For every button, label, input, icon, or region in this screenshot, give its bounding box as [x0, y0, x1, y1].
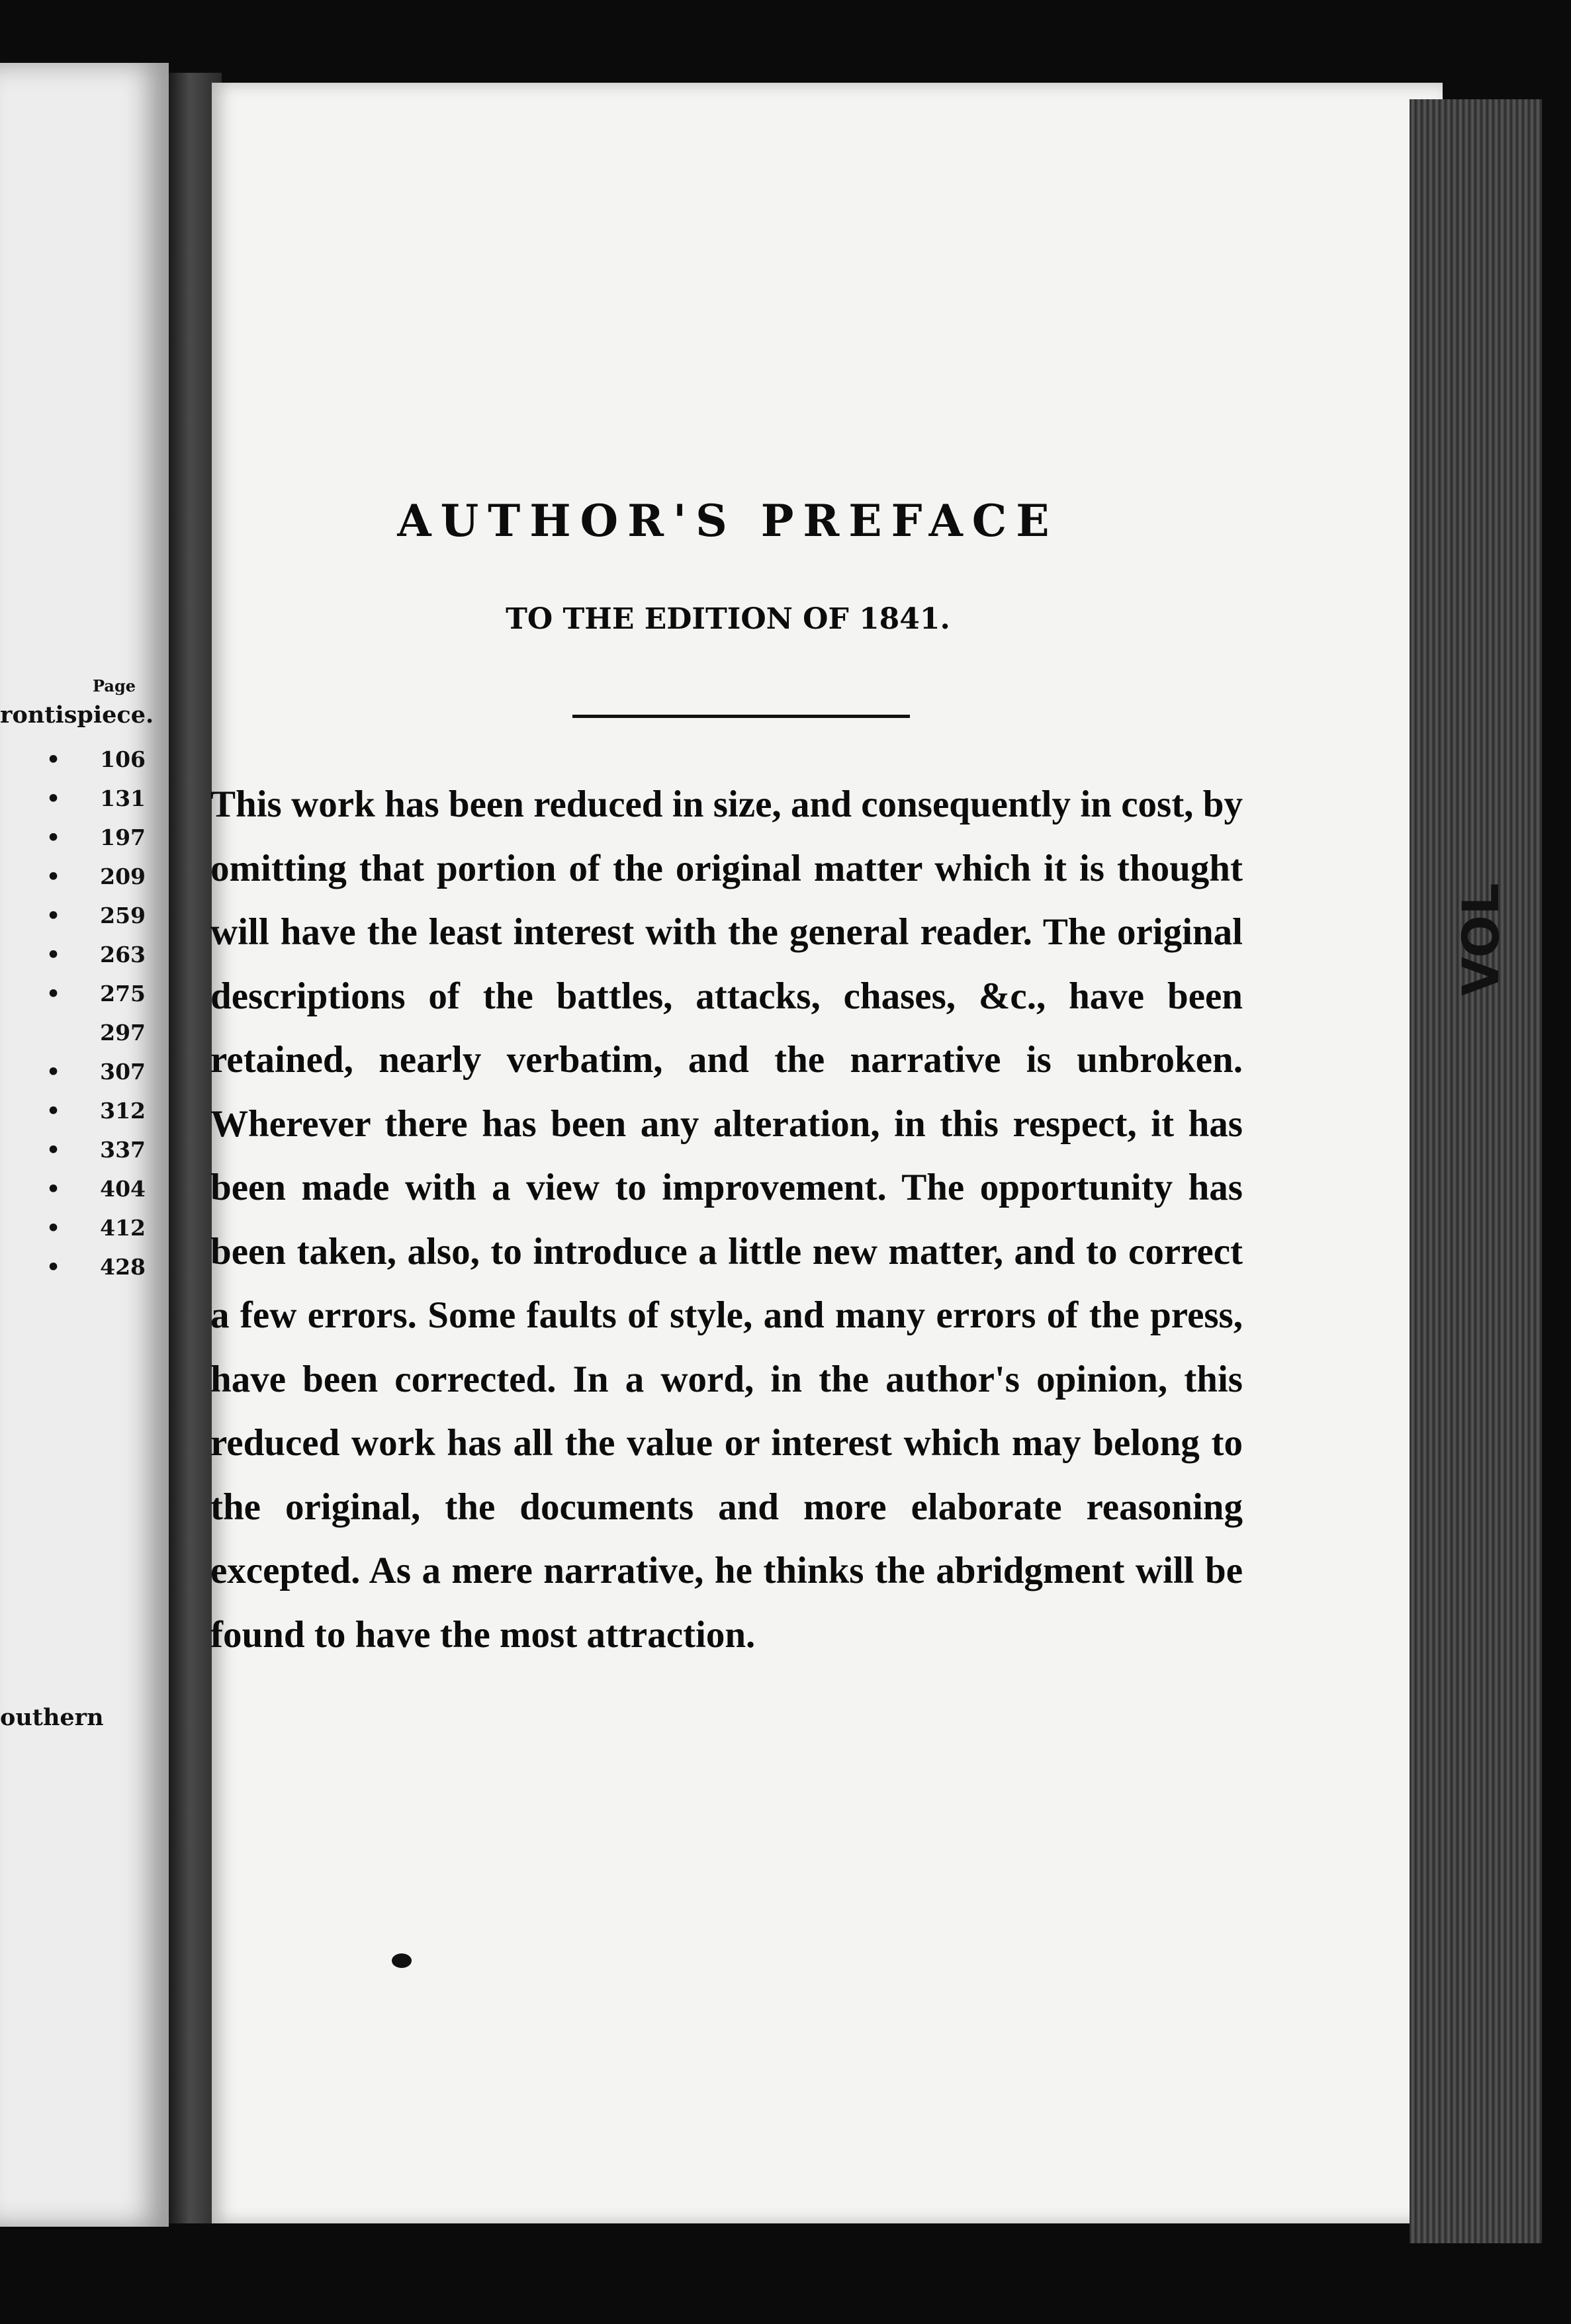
preface-body: This work has been reduced in size, and consequently in cost, by omitting that portion of the original matter which it is thought will have the least interest with the general reader. The original descriptions of the battles, attacks, chases, &c., have been retained, nearly verbatim, and the narrative is unbroken. Wherever there has been any alteration, in this respect, it has been made with a view to improvement. The opportunity has been taken, also, to introduce a little new matter, and to correct a few errors. Some faults of style, and many errors of the press, have been corrected. In a word, in the author's opinion, this reduced work has all the value or interest which may belong to the original, the documents and more elaborate reasoning excepted. As a mere narrative, he thinks the abridgment will be found to have the most attraction. [210, 783, 1243, 1656]
index-row [20, 1208, 146, 1247]
index-page-number: 312 [100, 1098, 146, 1124]
index-row [20, 1052, 146, 1091]
index-list [20, 740, 146, 1286]
index-dot: • [46, 942, 61, 967]
index-row [20, 1247, 146, 1286]
index-row [20, 974, 146, 1013]
index-page-number: 259 [100, 903, 146, 928]
index-page-number: 275 [100, 981, 146, 1006]
title-rule [572, 715, 910, 718]
index-row [20, 779, 146, 818]
index-row [20, 935, 146, 974]
index-page-number: 197 [100, 825, 146, 850]
index-page-number: 412 [100, 1215, 146, 1241]
index-dot: • [46, 981, 61, 1006]
index-page-number: 106 [100, 746, 146, 772]
index-row [20, 896, 146, 935]
index-row [20, 1013, 146, 1052]
page-edge-label: VOL [1451, 883, 1510, 997]
index-dot: • [46, 1176, 61, 1202]
index-page-header: Page [93, 676, 136, 695]
page-subtitle: TO THE EDITION OF 1841. [506, 602, 950, 636]
index-dot: • [46, 1098, 61, 1124]
index-dot: • [46, 1254, 61, 1280]
index-first-entry: rontispiece. [0, 701, 154, 729]
index-row [20, 857, 146, 896]
index-page-number: 337 [100, 1137, 146, 1163]
index-row [20, 1169, 146, 1208]
index-dot: • [46, 825, 61, 850]
index-row [20, 818, 146, 857]
index-dot: • [46, 1215, 61, 1241]
index-page-number: 131 [100, 785, 146, 811]
index-row [20, 1130, 146, 1169]
index-page-number: 428 [100, 1254, 146, 1280]
index-dot: • [46, 1059, 61, 1085]
index-row [20, 1091, 146, 1130]
index-page-number: 307 [100, 1059, 146, 1085]
index-dot: • [46, 785, 61, 811]
index-footer-fragment: outhern [0, 1704, 104, 1731]
index-dot: • [46, 864, 61, 889]
index-row [20, 740, 146, 779]
index-page-number: 404 [100, 1176, 146, 1202]
page-title: AUTHOR'S PREFACE [397, 495, 1059, 547]
index-page-number: 209 [100, 864, 146, 889]
index-page-number: 297 [100, 1020, 146, 1046]
index-dot: • [46, 746, 61, 772]
index-dot: • [46, 903, 61, 928]
index-page-number: 263 [100, 942, 146, 967]
page-edge [1410, 99, 1542, 2243]
ornament-dot [392, 1953, 412, 1968]
index-dot: • [46, 1137, 61, 1163]
